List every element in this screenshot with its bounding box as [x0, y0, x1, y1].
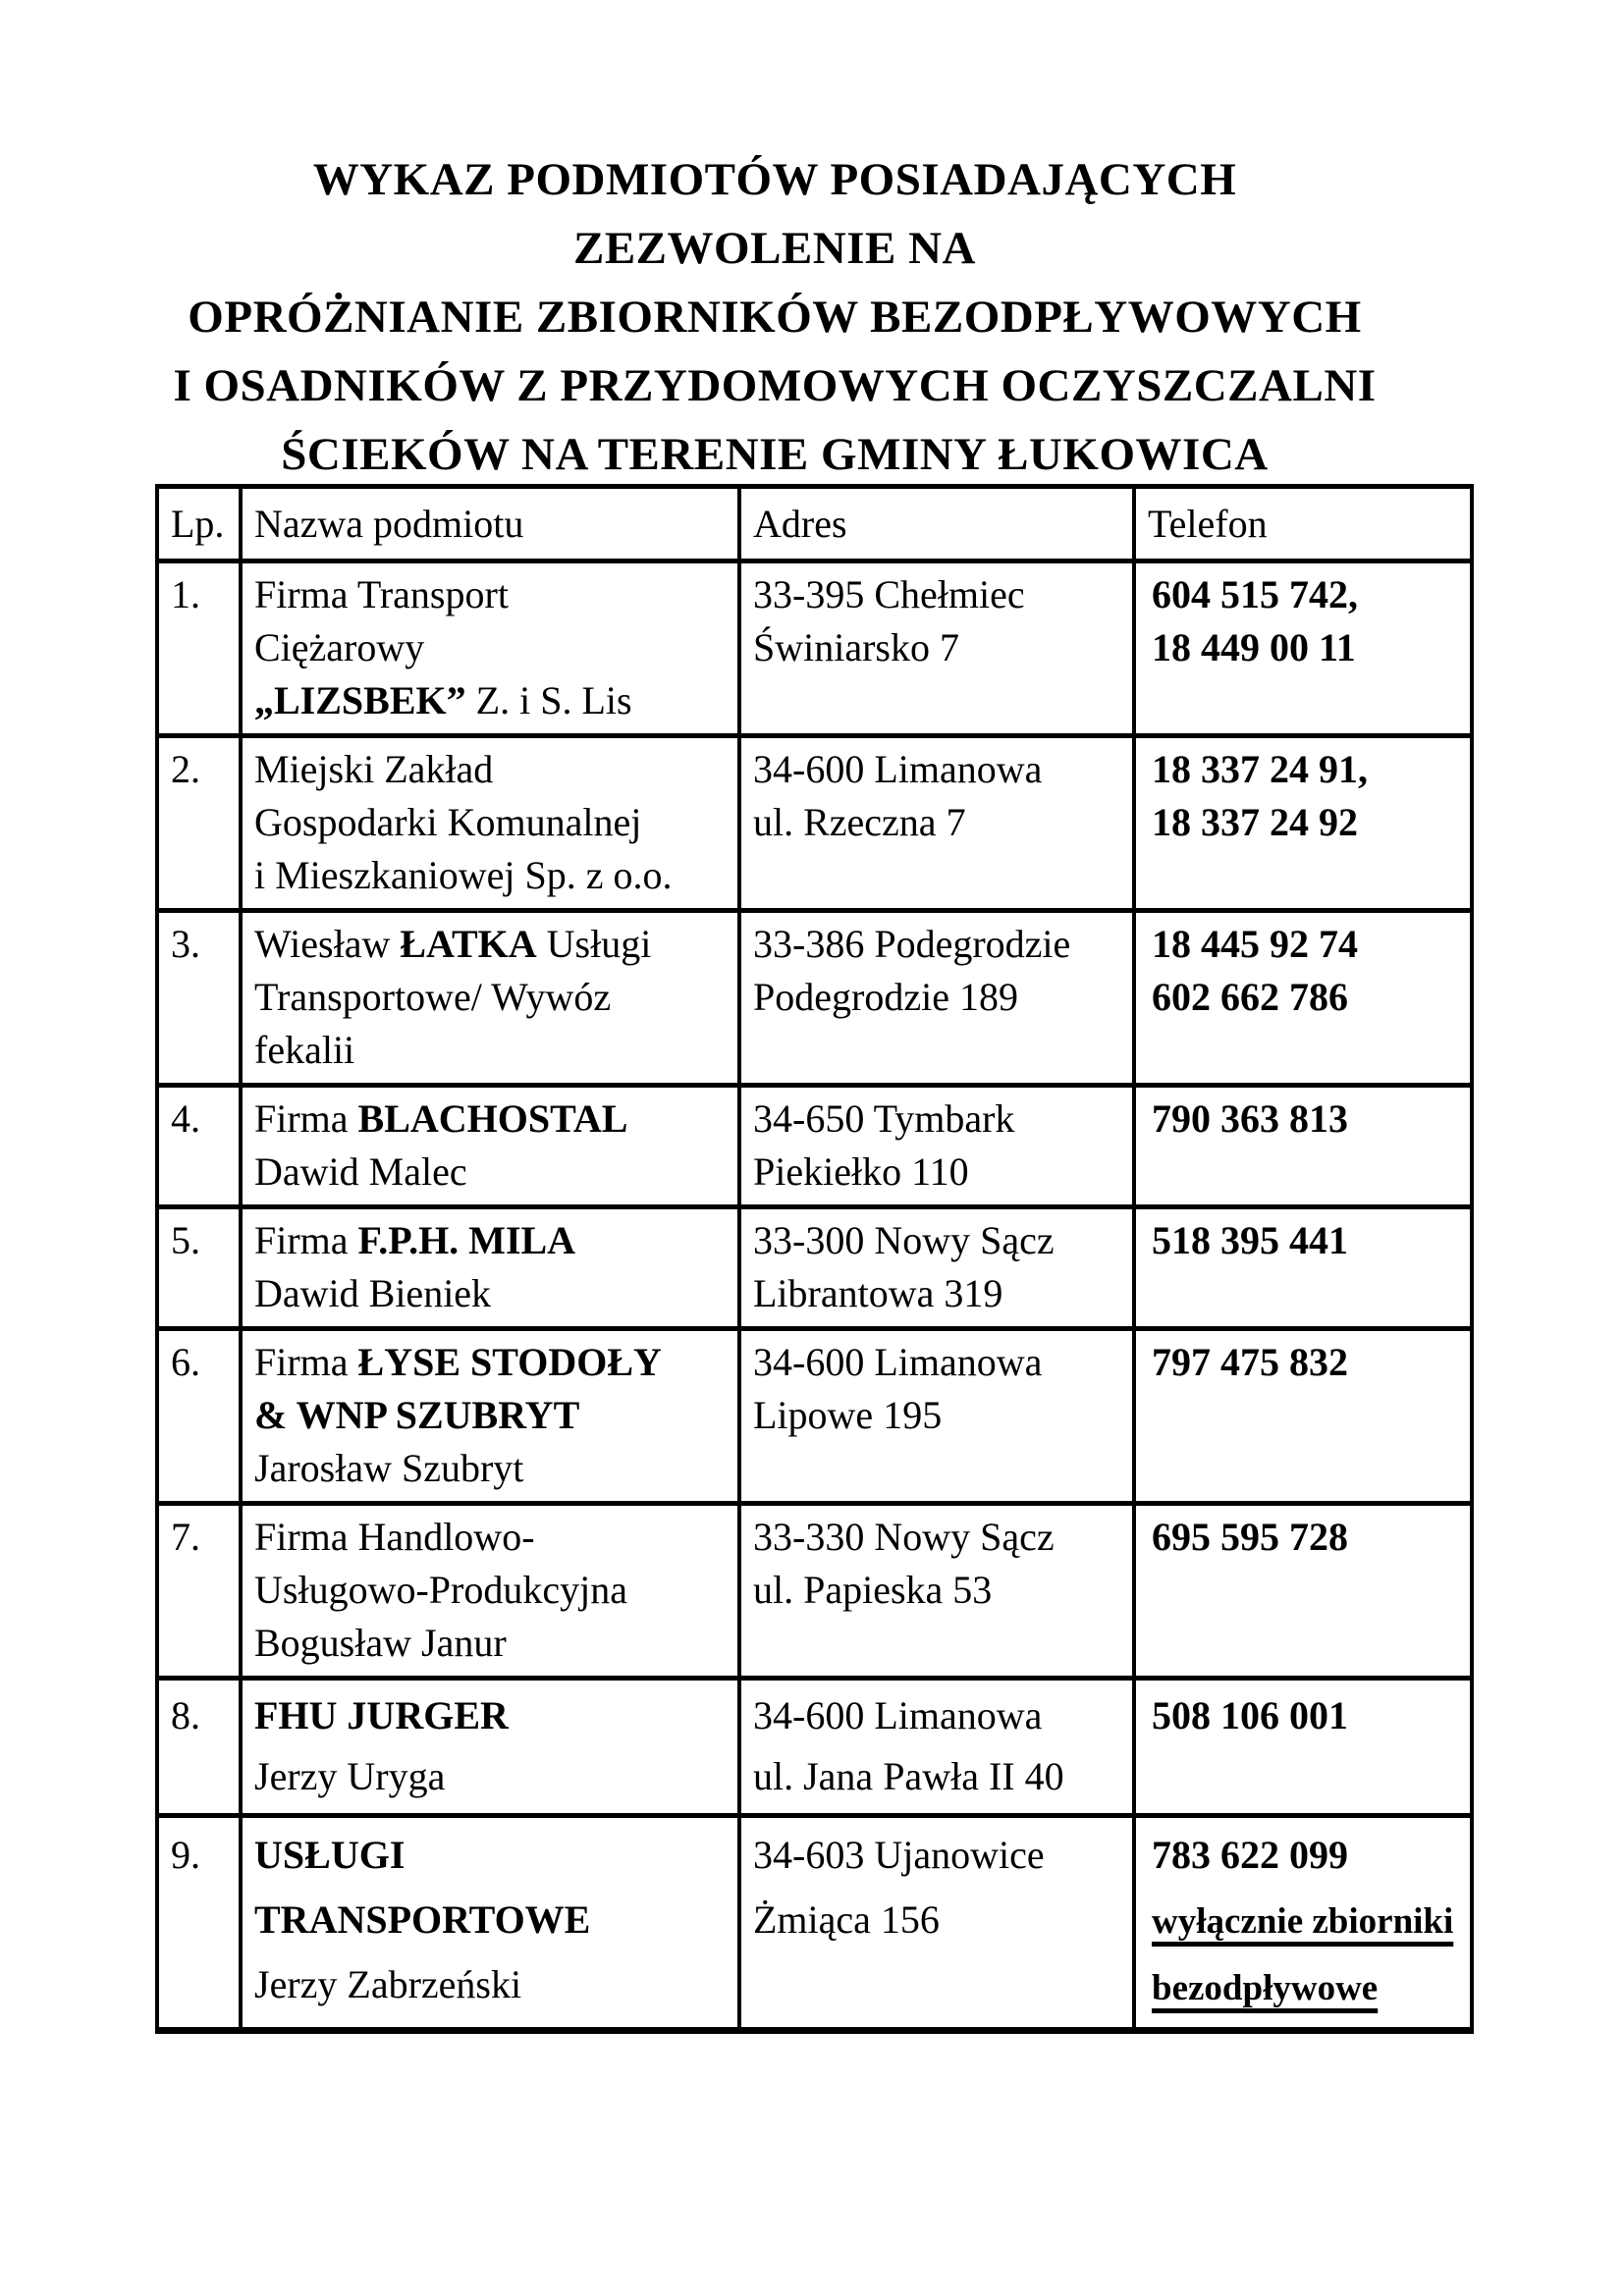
cell-line: bezodpływowe [1152, 1968, 1379, 2008]
cell-line: Gospodarki Komunalnej [254, 800, 642, 844]
cell-line: Żmiąca 156 [753, 1897, 940, 1942]
cell-line: 33-395 Chełmiec [753, 572, 1025, 616]
cell-line: 518 395 441 [1152, 1218, 1348, 1262]
cell-line: Jarosław Szubryt [254, 1446, 524, 1490]
cell-line: 18 449 00 11 [1152, 625, 1356, 669]
cell-line: Firma Transport [254, 572, 509, 616]
cell-line: 783 622 099 [1152, 1833, 1348, 1877]
company-name-cell [241, 1504, 739, 1679]
title-line: WYKAZ PODMIOTÓW POSIADAJĄCYCH ZEZWOLENIE NA [312, 154, 1237, 274]
cell-line: 34-600 Limanowa [753, 1340, 1043, 1384]
table-row [157, 561, 1472, 736]
cell-line: Dawid Malec [254, 1149, 467, 1194]
cell-line: 790 363 813 [1152, 1096, 1348, 1141]
cell-line: 695 595 728 [1152, 1515, 1348, 1559]
row-number-cell: 9. [157, 1816, 241, 2031]
phone-cell [1134, 1329, 1472, 1504]
table-row [157, 911, 1472, 1086]
table-row [157, 1086, 1472, 1207]
cell-line: 604 515 742, [1152, 572, 1358, 616]
title-line: ŚCIEKÓW NA TERENIE GMINY ŁUKOWICA [281, 429, 1269, 480]
header-nazwa-podmiotu: Nazwa podmiotu [241, 487, 739, 561]
cell-line: 33-330 Nowy Sącz [753, 1515, 1055, 1559]
address-cell [739, 561, 1134, 736]
cell-line: 34-650 Tymbark [753, 1096, 1015, 1141]
row-number-cell: 2. [157, 736, 241, 911]
cell-line: 18 337 24 92 [1152, 800, 1358, 844]
address-cell [739, 1679, 1134, 1816]
title-line: OPRÓŻNIANIE ZBIORNIKÓW BEZODPŁYWOWYCH [188, 292, 1362, 343]
address-cell [739, 1207, 1134, 1329]
table-row [157, 1816, 1472, 2031]
permit-holders-table [155, 484, 1474, 2034]
company-name-cell [241, 736, 739, 911]
cell-line: Ciężarowy [254, 625, 425, 669]
cell-line: Firma Handlowo- [254, 1515, 535, 1559]
cell-line: Usługowo-Produkcyjna [254, 1568, 627, 1612]
phone-cell [1134, 1504, 1472, 1679]
header-lp: Lp. [157, 487, 241, 561]
cell-line: TRANSPORTOWE [254, 1897, 591, 1942]
cell-line: Dawid Bieniek [254, 1271, 492, 1315]
company-name-cell [241, 561, 739, 736]
company-name-cell [241, 1086, 739, 1207]
phone-cell [1134, 736, 1472, 911]
address-cell [739, 1816, 1134, 2031]
header-adres: Adres [739, 487, 1134, 561]
cell-line: Świniarsko 7 [753, 625, 959, 669]
cell-line: Podegrodzie 189 [753, 975, 1018, 1019]
cell-line: 33-386 Podegrodzie [753, 922, 1071, 966]
row-number-cell: 1. [157, 561, 241, 736]
cell-line: Bogusław Janur [254, 1621, 507, 1665]
phone-cell [1134, 911, 1472, 1086]
cell-line: fekalii [254, 1028, 355, 1072]
cell-line: Jerzy Uryga [254, 1754, 446, 1798]
cell-line: 602 662 786 [1152, 975, 1348, 1019]
table-row [157, 1207, 1472, 1329]
header-telefon: Telefon [1134, 487, 1472, 561]
table-row [157, 736, 1472, 911]
title-line: I OSADNIKÓW Z PRZYDOMOWYCH OCZYSZCZALNI [173, 360, 1377, 411]
table-row [157, 1504, 1472, 1679]
cell-line: Firma F.P.H. MILA [254, 1218, 576, 1262]
address-cell [739, 1504, 1134, 1679]
cell-line: 34-600 Limanowa [753, 1693, 1043, 1737]
cell-line: Jerzy Zabrzeński [254, 1962, 522, 2006]
cell-line: Firma ŁYSE STODOŁY [254, 1340, 662, 1384]
row-number-cell: 3. [157, 911, 241, 1086]
cell-line: ul. Rzeczna 7 [753, 800, 966, 844]
cell-line: Miejski Zakład [254, 747, 494, 791]
cell-line: USŁUGI [254, 1833, 406, 1877]
phone-cell [1134, 1086, 1472, 1207]
cell-line: ul. Papieska 53 [753, 1568, 993, 1612]
table-header-row [157, 487, 1472, 561]
address-cell [739, 911, 1134, 1086]
phone-cell [1134, 1816, 1472, 2031]
company-name-cell [241, 1329, 739, 1504]
cell-line: 34-603 Ujanowice [753, 1833, 1045, 1877]
address-cell [739, 736, 1134, 911]
cell-line: 508 106 001 [1152, 1693, 1348, 1737]
table-row [157, 1329, 1472, 1504]
table-row [157, 1679, 1472, 1816]
row-number-cell: 7. [157, 1504, 241, 1679]
table-body [157, 561, 1472, 2031]
phone-cell [1134, 561, 1472, 736]
cell-line: 18 337 24 91, [1152, 747, 1368, 791]
cell-line: 797 475 832 [1152, 1340, 1348, 1384]
cell-line: ul. Jana Pawła II 40 [753, 1754, 1064, 1798]
cell-line: 33-300 Nowy Sącz [753, 1218, 1055, 1262]
cell-line: Librantowa 319 [753, 1271, 1003, 1315]
cell-line: 34-600 Limanowa [753, 747, 1043, 791]
cell-line: „LIZSBEK” Z. i S. Lis [254, 678, 632, 722]
company-name-cell [241, 911, 739, 1086]
cell-line: Transportowe/ Wywóz [254, 975, 612, 1019]
address-cell [739, 1329, 1134, 1504]
phone-cell [1134, 1679, 1472, 1816]
cell-line: FHU JURGER [254, 1693, 509, 1737]
row-number-cell: 4. [157, 1086, 241, 1207]
company-name-cell [241, 1679, 739, 1816]
cell-line: wyłącznie zbiorniki [1152, 1901, 1454, 1942]
cell-line: Wiesław ŁATKA Usługi [254, 922, 652, 966]
cell-line: Firma BLACHOSTAL [254, 1096, 628, 1141]
cell-line: i Mieszkaniowej Sp. z o.o. [254, 853, 673, 897]
cell-line: & WNP SZUBRYT [254, 1393, 580, 1437]
company-name-cell [241, 1816, 739, 2031]
document-title [155, 145, 1394, 489]
address-cell [739, 1086, 1134, 1207]
row-number-cell: 8. [157, 1679, 241, 1816]
phone-cell [1134, 1207, 1472, 1329]
cell-line: Piekiełko 110 [753, 1149, 969, 1194]
cell-line: 18 445 92 74 [1152, 922, 1358, 966]
row-number-cell: 5. [157, 1207, 241, 1329]
company-name-cell [241, 1207, 739, 1329]
cell-line: Lipowe 195 [753, 1393, 943, 1437]
row-number-cell: 6. [157, 1329, 241, 1504]
